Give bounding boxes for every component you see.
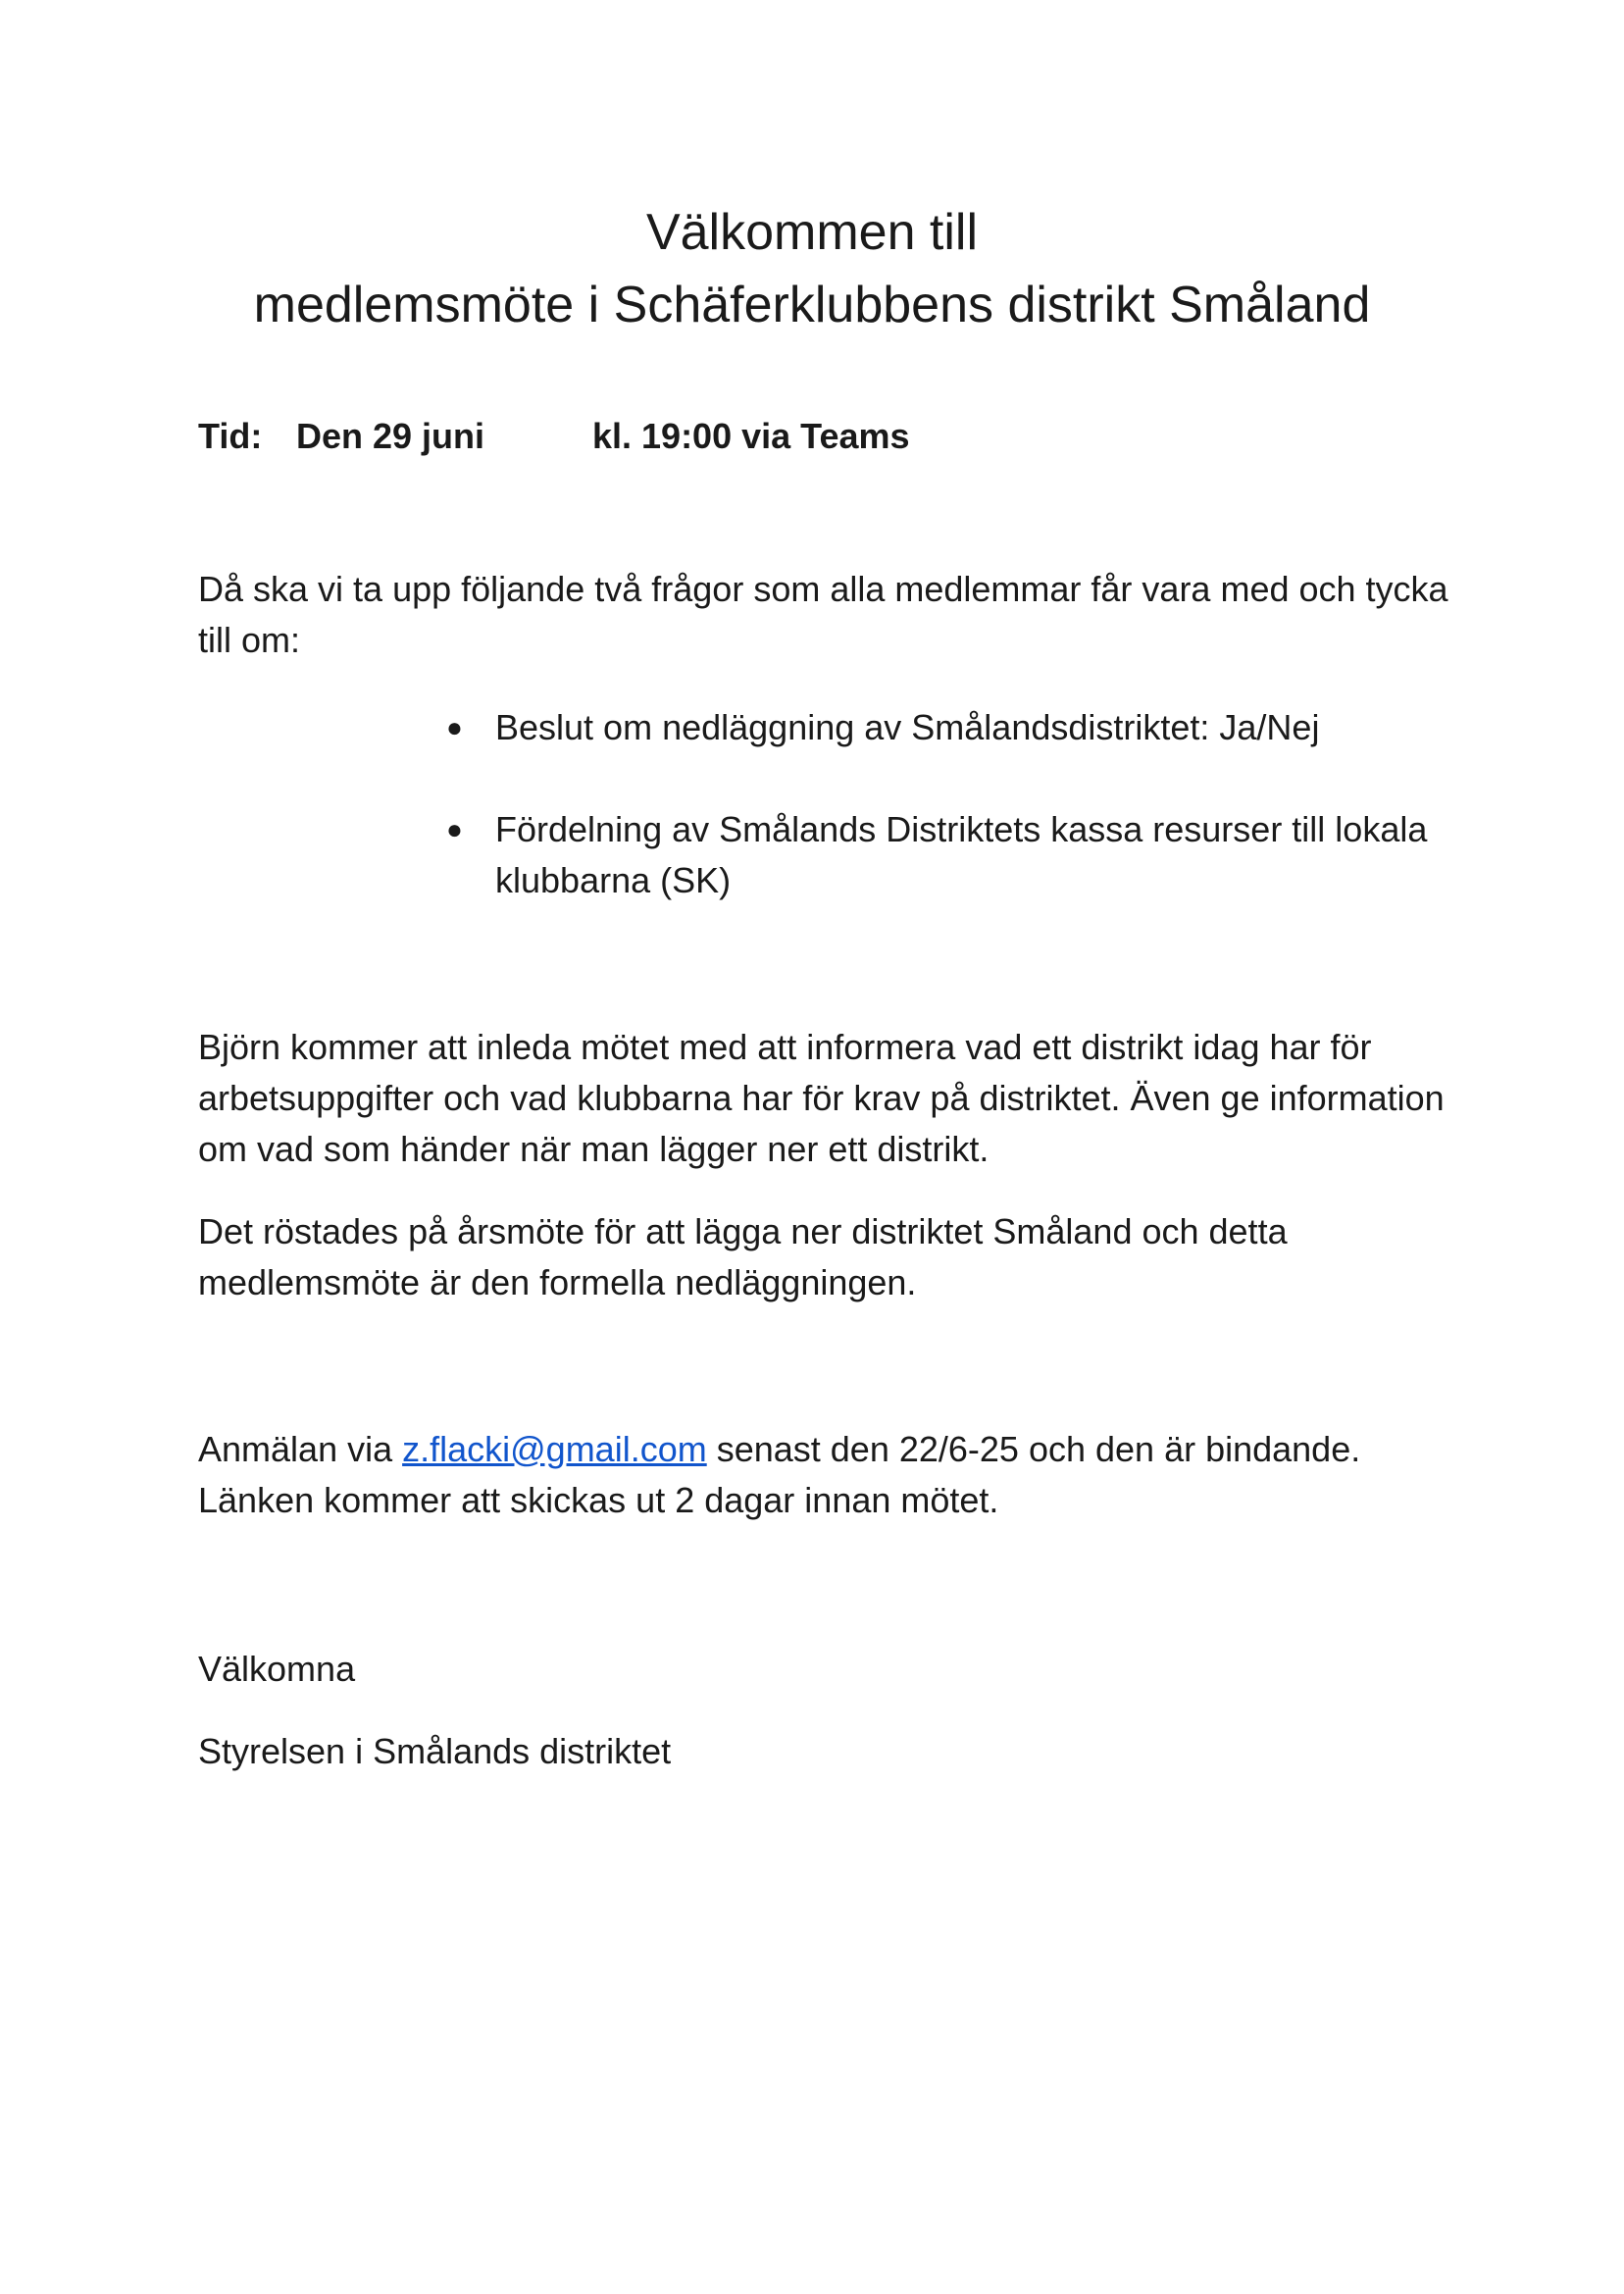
info-paragraph: Björn kommer att inleda mötet med att informera vad ett distrikt idag har för arbetsuppgifter och vad klubbarna har för krav på distriktet. Även ge information om vad som händer när man lägger ner ett distrikt. (198, 1027, 1445, 1169)
signature-text: Styrelsen i Smålands distriktet (198, 1731, 672, 1771)
title-line-2: medlemsmöte i Schäferklubbens distrikt Småland (253, 277, 1371, 333)
meeting-date: Den 29 juni (296, 416, 485, 456)
page-title (0, 196, 1624, 341)
decision-paragraph: Det röstades på årsmöte för att lägga ner distriktet Småland och detta medlemsmöte är den formella nedläggningen. (198, 1211, 1288, 1302)
list-item-text: Fördelning av Smålands Distriktets kassa resurser till lokala klubbarna (SK) (495, 809, 1428, 900)
closing-text: Välkomna (198, 1649, 356, 1689)
time-label: Tid: (198, 416, 263, 456)
list-item-text: Beslut om nedläggning av Smålandsdistriktet: Ja/Nej (495, 707, 1320, 747)
signup-paragraph (198, 1424, 1453, 1526)
bullet-icon: ● (446, 814, 463, 844)
email-link[interactable]: z.flacki@gmail.com (402, 1429, 707, 1469)
signup-text-after: senast den 22/6-25 och den är bindande. Länken kommer att skickas ut 2 dagar innan mötet. (198, 1429, 1361, 1520)
agenda-list-item-1 (446, 702, 1446, 753)
meeting-clock: kl. 19:00 via Teams (592, 416, 910, 456)
title-line-1: Välkommen till (645, 204, 979, 261)
agenda-list-item-2 (446, 804, 1446, 906)
list-item (446, 702, 1446, 753)
meeting-time (198, 412, 910, 461)
bullet-icon: ● (446, 712, 463, 742)
signup-text-before: Anmälan via (198, 1429, 403, 1469)
list-item (446, 804, 1446, 906)
intro-paragraph: Då ska vi ta upp följande två frågor som alla medlemmar får vara med och tycka till om: (198, 569, 1448, 660)
